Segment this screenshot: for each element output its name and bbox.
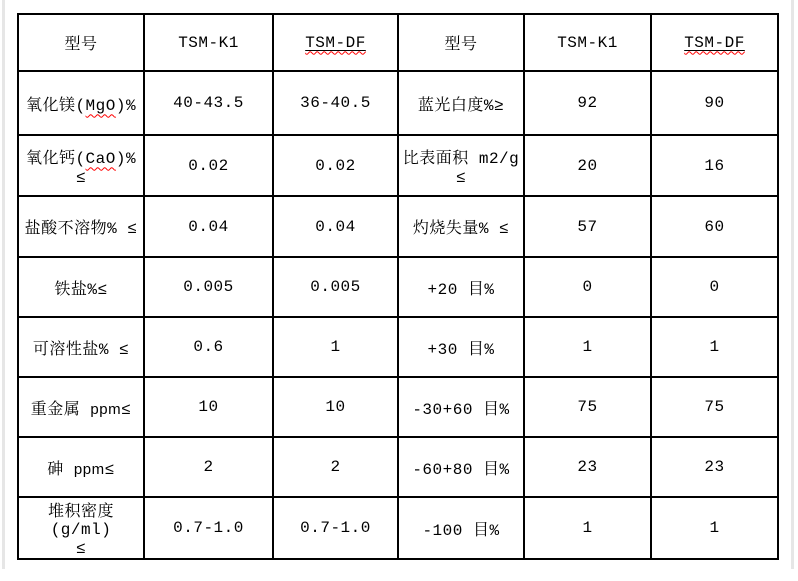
value-cell: 0.7-1.0 <box>273 497 398 559</box>
label-text: 砷 <box>47 460 74 479</box>
spec-label-soluble-salt: 可溶性盐% ≤ <box>18 317 144 377</box>
table-row <box>18 377 778 437</box>
label-text: )% <box>115 149 137 168</box>
label-line1: 堆积密度(g/ml) <box>47 503 114 539</box>
spec-label-cao <box>18 135 144 196</box>
table-row <box>18 135 778 196</box>
value-cell: 1 <box>273 317 398 377</box>
label-text: ≤ <box>121 400 132 419</box>
value-cell: 57 <box>524 196 651 257</box>
table-row <box>18 437 778 497</box>
spec-label-iron-salt: 铁盐%≤ <box>18 257 144 317</box>
label-text: 氧化钙( <box>25 149 86 168</box>
table-row <box>18 497 778 559</box>
value-cell: 23 <box>651 437 778 497</box>
value-cell: 40-43.5 <box>144 71 273 135</box>
value-cell: 0.6 <box>144 317 273 377</box>
value-cell: 0.02 <box>144 135 273 196</box>
spellcheck-squiggle <box>684 34 745 52</box>
header-tsmk1-cell-left <box>144 14 273 71</box>
label-line2: ≤ <box>75 540 87 558</box>
value-cell: 0.7-1.0 <box>144 497 273 559</box>
value-cell: 20 <box>524 135 651 196</box>
header-tsmdf-label-left: TSM-DF <box>305 33 366 52</box>
header-model-cell-left <box>18 14 144 71</box>
header-tsmdf-cell-left <box>273 14 398 71</box>
value-cell: 0.005 <box>144 257 273 317</box>
value-cell: 0.04 <box>144 196 273 257</box>
spec-label-mesh-plus20: +20 目% <box>398 257 524 317</box>
label-text: 氧化镁( <box>25 96 86 115</box>
spec-label-mgo <box>18 71 144 135</box>
header-model-label-right: 型号 <box>444 36 478 54</box>
table-row <box>18 317 778 377</box>
value-cell: 0.04 <box>273 196 398 257</box>
ppm-unit: ppm <box>90 400 122 418</box>
value-cell: 75 <box>524 377 651 437</box>
spellcheck-squiggle: MgO <box>85 96 116 115</box>
value-cell: 92 <box>524 71 651 135</box>
label-line2: ≤ <box>75 168 87 187</box>
value-cell: 1 <box>651 497 778 559</box>
table-row <box>18 71 778 135</box>
value-cell: 2 <box>144 437 273 497</box>
value-cell: 1 <box>524 317 651 377</box>
value-cell: 10 <box>144 377 273 437</box>
table-row <box>18 257 778 317</box>
value-cell: 10 <box>273 377 398 437</box>
label-line1 <box>19 145 143 168</box>
spec-label-bulk-density <box>18 497 144 559</box>
page-right-edge <box>791 0 794 569</box>
value-cell: 75 <box>651 377 778 437</box>
page-left-edge <box>2 0 5 569</box>
header-tsmk1-cell-right <box>524 14 651 71</box>
header-tsmk1-label-right: TSM-K1 <box>557 33 618 52</box>
spec-label-blue-whiteness: 蓝光白度%≥ <box>398 71 524 135</box>
value-cell: 0.02 <box>273 135 398 196</box>
value-cell: 16 <box>651 135 778 196</box>
header-tsmk1-label-left: TSM-K1 <box>178 33 239 52</box>
value-cell: 90 <box>651 71 778 135</box>
table-row <box>18 196 778 257</box>
header-model-label-left: 型号 <box>64 36 98 54</box>
value-cell: 0 <box>524 257 651 317</box>
value-cell: 0.005 <box>273 257 398 317</box>
value-cell: 2 <box>273 437 398 497</box>
value-cell: 60 <box>651 196 778 257</box>
spec-label-mesh-minus30plus60: -30+60 目% <box>398 377 524 437</box>
value-cell: 1 <box>524 497 651 559</box>
spec-label-hcl-insoluble: 盐酸不溶物% ≤ <box>18 196 144 257</box>
label-text: ≤ <box>104 460 115 479</box>
spec-label-mesh-minus60plus80: -60+80 目% <box>398 437 524 497</box>
spellcheck-squiggle: CaO <box>85 149 116 168</box>
spec-label-heavy-metals <box>18 377 144 437</box>
label-text: )% <box>115 96 137 115</box>
header-tsmdf-label-right: TSM-DF <box>684 33 745 52</box>
value-cell: 36-40.5 <box>273 71 398 135</box>
table-header-row <box>18 14 778 71</box>
spec-label-ignition-loss: 灼烧失量% ≤ <box>398 196 524 257</box>
label-line2: ≤ <box>455 168 467 187</box>
spec-table <box>17 13 779 560</box>
value-cell: 0 <box>651 257 778 317</box>
value-cell: 1 <box>651 317 778 377</box>
spec-label-mesh-minus100: -100 目% <box>398 497 524 559</box>
spec-label-mesh-plus30: +30 目% <box>398 317 524 377</box>
header-model-cell-right <box>398 14 524 71</box>
spec-label-surface-area <box>398 135 524 196</box>
label-text: 重金属 <box>30 400 91 419</box>
spellcheck-squiggle <box>305 34 366 52</box>
ppm-unit: ppm <box>73 460 105 478</box>
label-line1: 比表面积 m2/g <box>402 149 520 168</box>
header-tsmdf-cell-right <box>651 14 778 71</box>
spec-label-arsenic <box>18 437 144 497</box>
value-cell: 23 <box>524 437 651 497</box>
